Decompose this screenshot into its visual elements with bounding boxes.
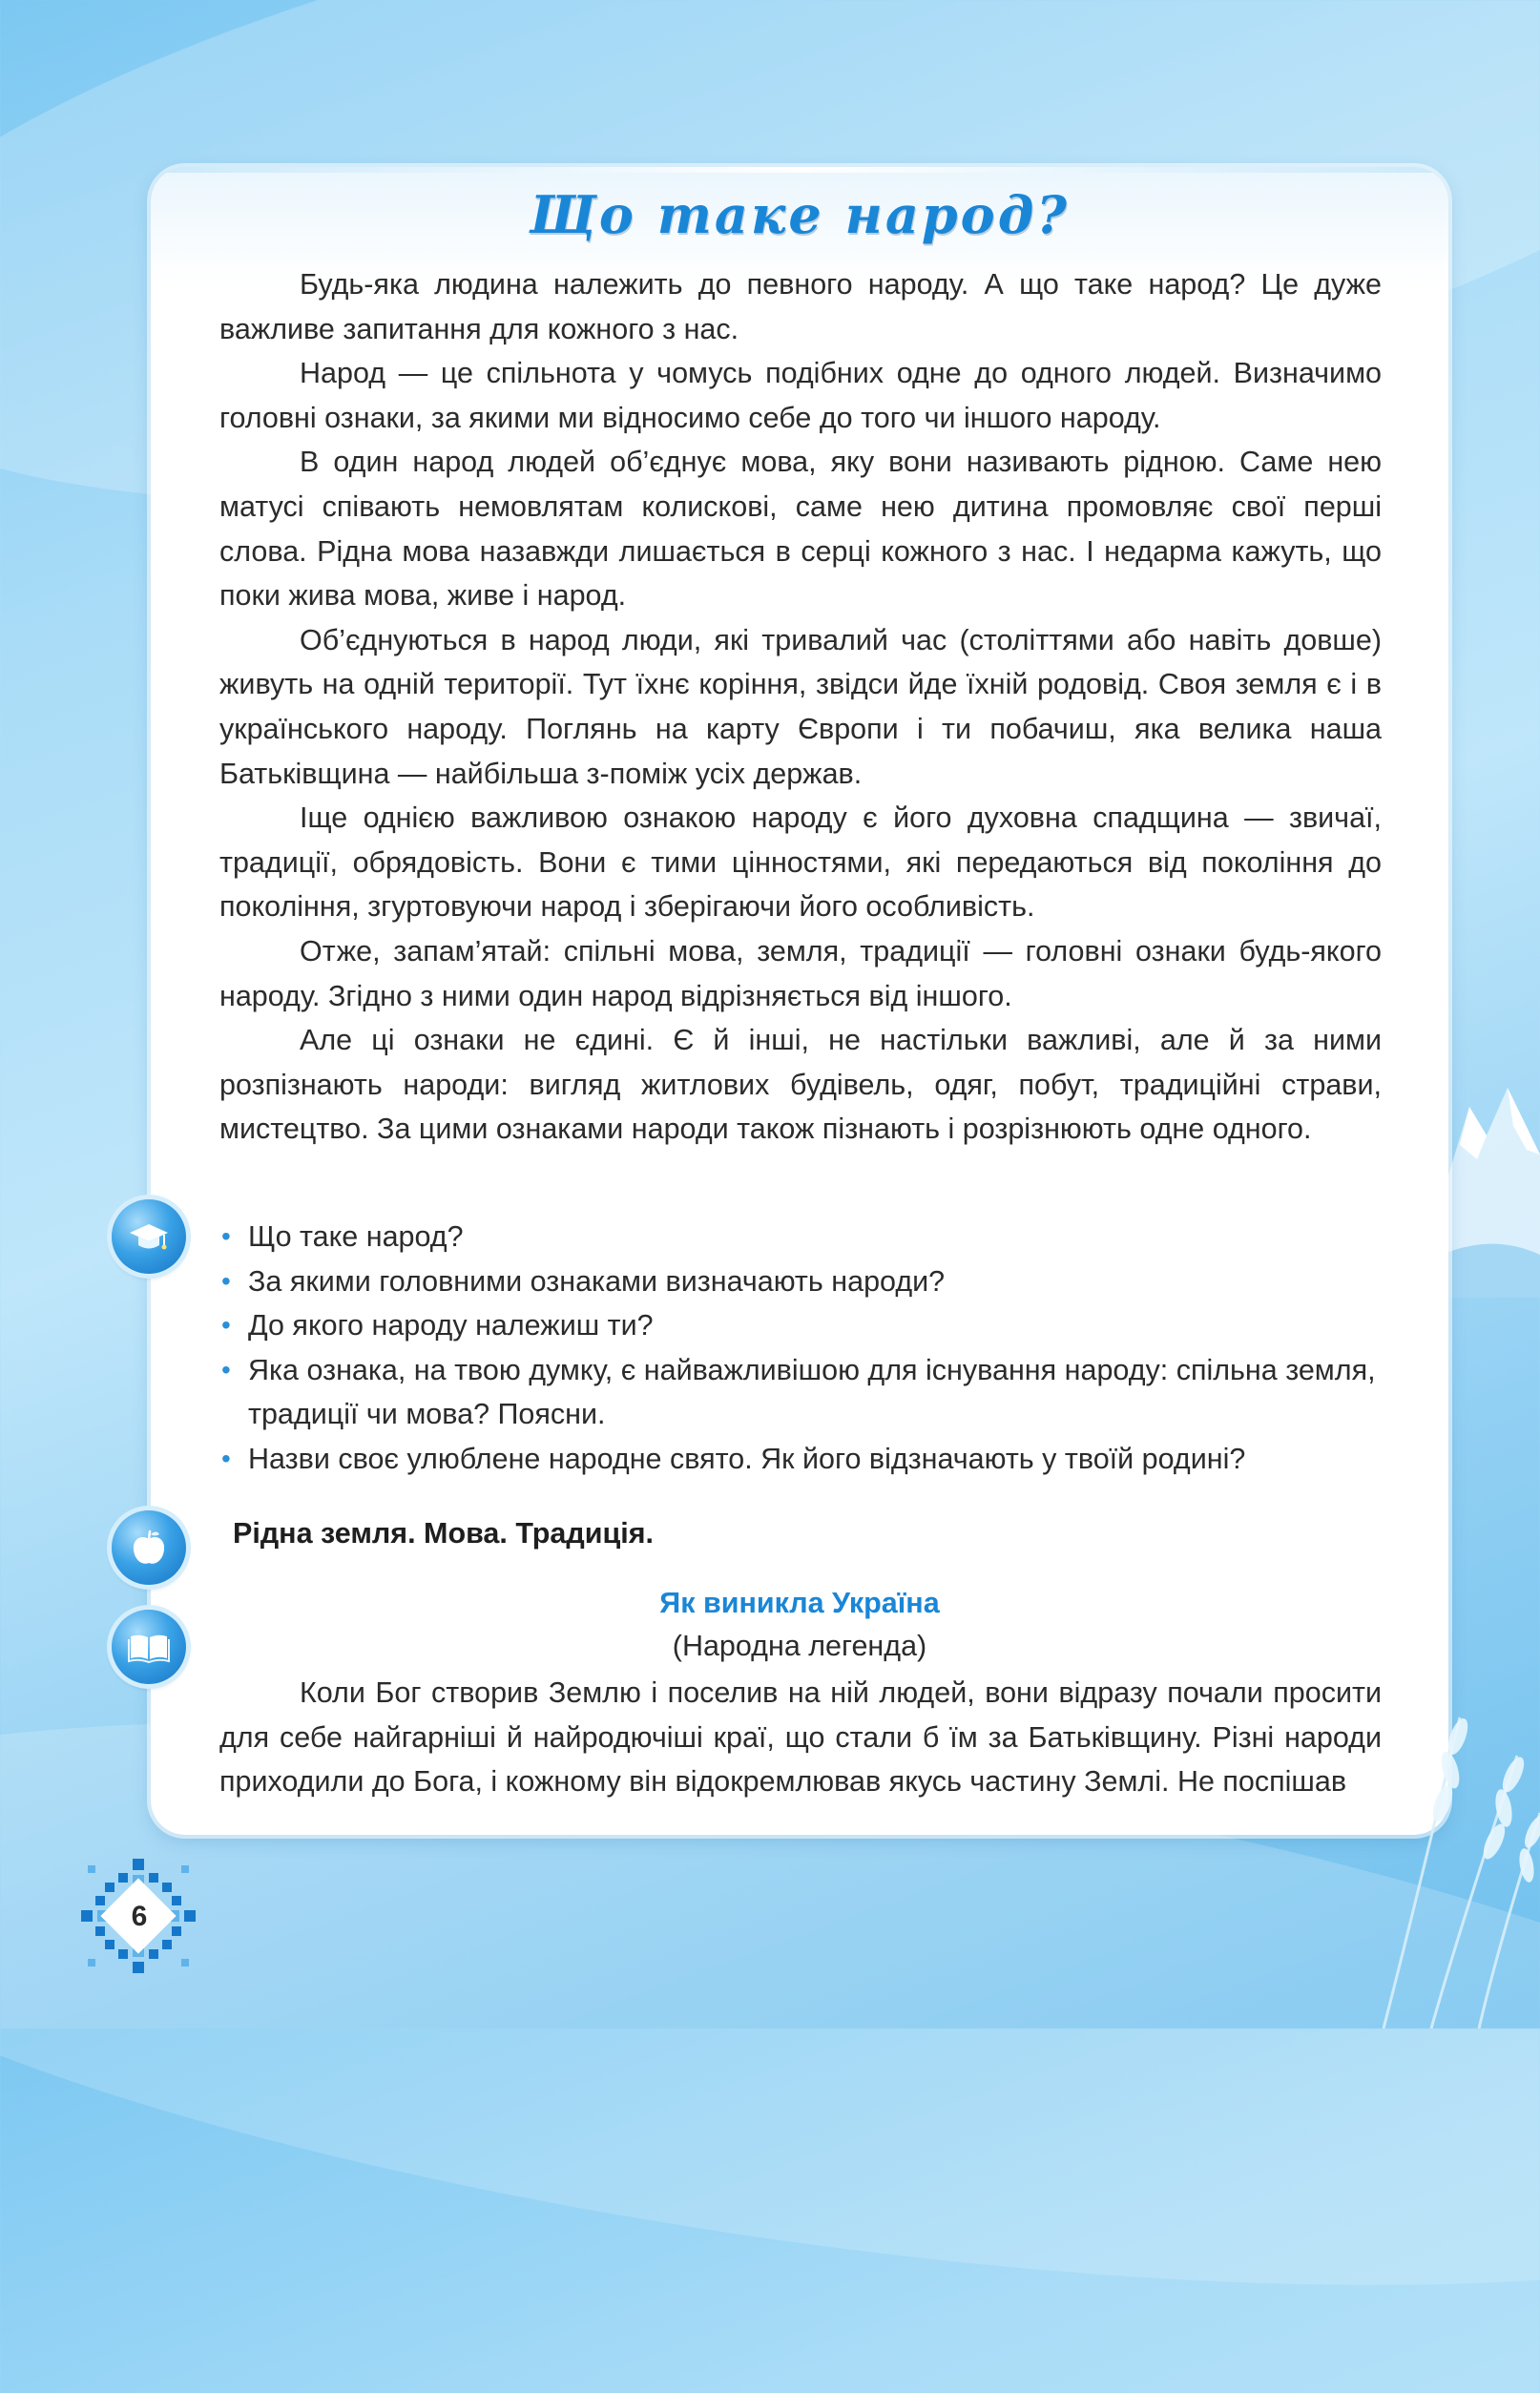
question-item: • Яка ознака, на твою думку, є найважливішою для існування народу: спільна земля, традиції чи мова? Поясни.	[219, 1348, 1393, 1437]
legend-subtitle: (Народна легенда)	[672, 1630, 927, 1662]
apple-icon	[112, 1510, 186, 1585]
questions-list	[219, 1215, 1393, 1482]
legend-title: Як виникла Україна	[659, 1587, 940, 1619]
question-item: • Що таке народ?	[219, 1215, 1393, 1259]
question-item: • До якого народу належиш ти?	[219, 1303, 1393, 1348]
keywords-line: Рідна земля. Мова. Традиція.	[233, 1517, 654, 1550]
paragraph: Але ці ознаки не єдині. Є й інші, не настільки важливі, але й за ними розпізнають народи: вигляд житлових будівель, одяг, побут, традиційні страви, мистецтво. За цими ознаками народи також пізнають і розрізнюють одне одного.	[219, 1024, 1382, 1146]
legend-text-block	[219, 1671, 1382, 1804]
question-item: • Назви своє улюблене народне свято. Як його відзначають у твоїй родині?	[219, 1437, 1393, 1482]
paragraph: Іще однією важливою ознакою народу є його духовна спадщина — звичаї, традиції, обрядовість. Вони є тими цінностями, які передаються від покоління до покоління, згуртовуючи народ і зберігаючи його особливість.	[219, 801, 1382, 924]
page-title: Що таке народ?	[530, 184, 1070, 245]
content-card	[151, 167, 1448, 1835]
intro-text	[219, 262, 1382, 1152]
paragraph: Будь-яка людина належить до певного народу. А що таке народ? Це дуже важливе запитання для кожного з нас.	[219, 268, 1382, 345]
page-number: 6	[131, 1901, 148, 1932]
question-item: • За якими головними ознаками визначають народи?	[219, 1259, 1393, 1304]
paragraph: Народ — це спільнота у чомусь подібних одне до одного людей. Визначимо головні ознаки, за якими ми відносимо себе до того чи іншого народу.	[219, 357, 1382, 434]
paragraph: Об’єднуються в народ люди, які тривалий час (століттями або навіть довше) живуть на одній території. Тут їхнє коріння, звідси йде їхній родовід. Своя земля є і в українського народу. Поглянь на карту Європи і ти побачиш, яка велика наша Батьківщина — найбільша з-поміж усіх держав.	[219, 623, 1382, 790]
paragraph: Отже, запам’ятай: спільні мова, земля, традиції — головні ознаки будь-якого народу. Згідно з ними один народ відрізняється від іншого.	[219, 934, 1382, 1012]
paragraph: В один народ людей об’єднує мова, яку вони називають рідною. Саме нею матусі співають немовлятам колискові, саме нею дитина промовляє свої перші слова. Рідна мова назавжди лишається в серці кожного з нас. І недарма кажуть, що поки жива мова, живе і народ.	[219, 446, 1382, 613]
open-book-icon	[112, 1610, 186, 1684]
wheat-decoration	[1355, 1698, 1540, 2029]
legend-paragraph: Коли Бог створив Землю і поселив на ній людей, вони відразу почали просити для себе найгарніші й найродючіші краї, що стали б їм за Батьківщину. Різні народи приходили до Бога, і кожному він відокремлював якусь частину Землі. Не поспішав	[219, 1676, 1382, 1799]
graduation-cap-icon	[112, 1199, 186, 1274]
